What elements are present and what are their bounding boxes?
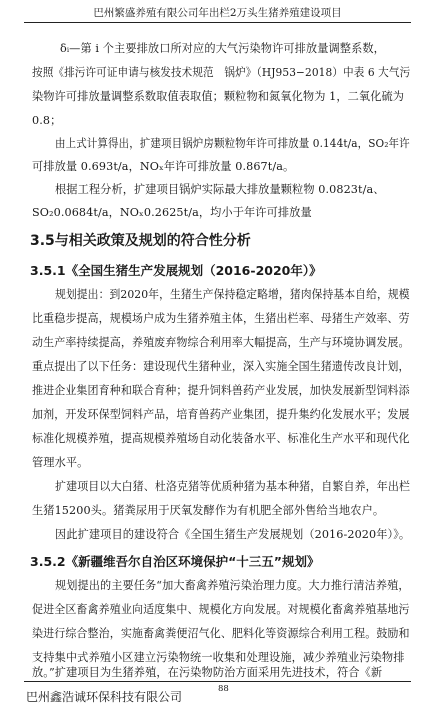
body-line: 规划提出的主要任务“加大畜禽养殖污染治理力度。大力推行清洁养殖，: [55, 579, 410, 592]
section-heading: 3.5与相关政策及规划的符合性分析: [30, 233, 251, 249]
body-line: 根据工程分析，扩建项目锅炉实际最大排放量颗粒物 0.0823t/a、: [55, 183, 385, 196]
body-line: 生猪15200头。猪粪尿用于厌氧发酵作为有机肥全部外售给当地农户。: [32, 504, 385, 517]
body-line: 动生产率持续提高，养殖废弃物综合利用率大幅提高，生产与环境协调发展。: [32, 336, 410, 349]
page-footer: [24, 681, 411, 712]
body-line: 按照《排污许可证申请与核发技术规范 锅炉》（HJ953−2018）中表 6 大气污: [32, 66, 411, 79]
body-line: 重点提出了以下任务：建设现代生猪种业，深入实施全国生猪遗传改良计划，: [32, 360, 410, 373]
body-line: 由上式计算得出，扩建项目锅炉房颗粒物年许可排放量 0.144t/a，SO₂年许: [55, 137, 410, 150]
body-line: 支持集中式养殖小区建立污染物统一收集和处理设施，减少养殖业污染物排: [32, 651, 405, 664]
body-line: 扩建项目以大白猪、杜洛克猪等优质种猪为基本种猪，自繁自养，年出栏: [55, 480, 411, 493]
body-line: 推进企业集团育种和联合育种；提升饲料兽药产业发展，加快发展新型饲料添: [32, 384, 410, 397]
body-line: 可排放量 0.693t/a，NOₓ年许可排放量 0.867t/a。: [32, 160, 295, 173]
body-line: 规划提出：到2020年，生猪生产保持稳定略增，猪肉保持基本自给，规模: [55, 288, 410, 301]
body-line: 促进全区畜禽养殖业向适度集中、规模化方向发展。对规模化畜禽养殖基地污: [32, 603, 410, 616]
body-line: 染进行综合整治，实施畜禽粪便沼气化、肥料化等资源综合利用工程。鼓励和: [32, 627, 410, 640]
body-line: 比重稳步提高，规模场户成为生猪养殖主体，生猪出栏率、母猪生产效率、劳: [32, 312, 410, 325]
body-line: SO₂0.0684t/a，NOₓ0.2625t/a，均小于年许可排放量: [32, 206, 312, 219]
footer-company: 巴州鑫浩诚环保科技有限公司: [26, 690, 183, 704]
body-line: 0.8；: [32, 114, 62, 127]
body-line: 因此扩建项目的建设符合《全国生猪生产发展规划（2016-2020年）》。: [55, 528, 411, 541]
subsection-heading: 3.5.2《新疆维吾尔自治区环境保护“十三五”规划》: [30, 554, 320, 569]
body-line: 管理水平。: [32, 456, 89, 469]
body-line: 标准化规模养殖，提高规模养殖场自动化装备水平、标准化生产水平和现代化: [32, 432, 410, 445]
subsection-heading: 3.5.1《全国生猪生产发展规划（2016-2020年）》: [30, 263, 322, 278]
page-header: 巴州繁盛养殖有限公司年出栏2万头生猪养殖建设项目: [24, 4, 411, 23]
body-line: 加剂，开发环保型饲料产品，培育兽药产业集团，提升集约化发展水平；发展: [32, 408, 410, 421]
body-line: δᵢ—第 i 个主要排放口所对应的大气污染物许可排放量调整系数，: [60, 42, 385, 55]
body-line: 放。”扩建项目为生猪养殖，在污染物防治方面采用先进技术，符合《新: [32, 666, 383, 679]
body-line: 染物许可排放量调整系数取值表取值；颗粒物和氮氧化物为 1，二氧化硫为: [32, 90, 405, 103]
page-number: 88: [218, 684, 229, 694]
